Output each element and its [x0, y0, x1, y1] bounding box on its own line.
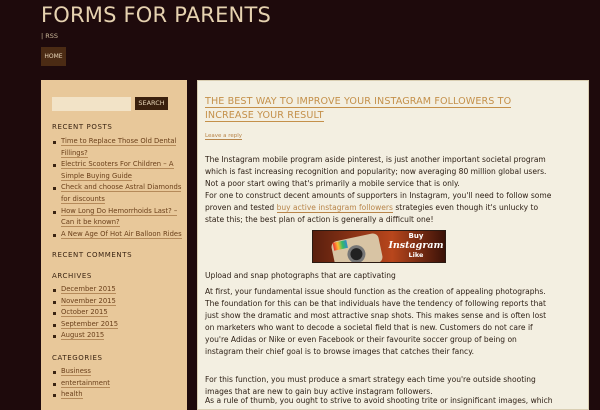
banner-like-text: Like	[408, 251, 424, 259]
paragraph: As a rule of thumb, you ought to strive to avoid shooting trite or insignificant images, which	[205, 396, 553, 405]
paragraph: The Instagram mobile program aside pinterest, is just another important societal program which is fast increasing recognition and popularity; now averaging 80 million global users. Not a poor start owing that's primarily a mobile service that is only.	[205, 155, 547, 188]
list-item[interactable]: September 2015	[52, 319, 182, 331]
buy-followers-link[interactable]: buy active instagram followers	[276, 203, 393, 212]
post-content	[197, 80, 589, 410]
list-item[interactable]: August 2015	[52, 330, 182, 342]
recent-posts-heading: RECENT POSTS	[52, 123, 113, 131]
site-title[interactable]: FORMS FOR PARENTS	[41, 3, 272, 27]
post-title[interactable]: THE BEST WAY TO IMPROVE YOUR INSTAGRAM FOLLOWERS TO INCREASE YOUR RESULT	[205, 96, 512, 121]
recent-comments-heading: RECENT COMMENTS	[52, 251, 133, 259]
search-button[interactable]: SEARCH	[135, 97, 168, 110]
list-item[interactable]: November 2015	[52, 296, 182, 308]
archives-list	[52, 284, 182, 342]
sidebar	[41, 80, 187, 410]
archives-heading: ARCHIVES	[52, 272, 92, 280]
nav-home[interactable]: HOME	[41, 47, 66, 66]
list-item[interactable]: A New Age Of Hot Air Balloon Rides	[52, 229, 182, 241]
list-item[interactable]: How Long Do Hemorrhoids Last? – Can it be known?	[52, 206, 182, 229]
list-item[interactable]: Check and choose Astral Diamonds for discounts	[52, 182, 182, 205]
paragraph: For this function, you must produce a smart strategy each time you're outside shooting images that are new to gain buy active instagram followers.	[205, 375, 536, 396]
banner-instagram-text: Instagram	[388, 240, 444, 251]
buy-instagram-like-banner[interactable]	[312, 230, 446, 263]
categories-heading: CATEGORIES	[52, 354, 103, 362]
instagram-camera-icon	[330, 232, 383, 263]
list-item[interactable]: Business	[52, 366, 182, 378]
paragraph: Upload and snap photographs that are captivating	[205, 271, 396, 280]
list-item[interactable]: entertainment	[52, 378, 182, 390]
leave-reply-link[interactable]: Leave a reply	[205, 133, 243, 139]
rss-link[interactable]: | RSS	[41, 32, 59, 40]
search-input[interactable]	[52, 97, 131, 111]
list-item[interactable]: October 2015	[52, 307, 182, 319]
categories-list	[52, 366, 182, 401]
paragraph: For one to construct decent amounts of supporters in Instagram, you'll need to follow some proven and tested buy active instagram followers strategies even though it's unlucky to state this; the best plan of action is generally a difficult one!	[205, 191, 552, 224]
list-item[interactable]: Time to Replace Those Old Dental Fillings?	[52, 136, 182, 159]
recent-posts-list	[52, 136, 182, 240]
list-item[interactable]: December 2015	[52, 284, 182, 296]
list-item[interactable]: health	[52, 389, 182, 401]
list-item[interactable]: Electric Scooters For Children – A Simple Buying Guide	[52, 159, 182, 182]
banner-buy-text: Buy	[408, 232, 424, 240]
paragraph: At first, your fundamental issue should function as the creation of appealing photographs. The foundation for this can be that individuals have the tendency of following reports that just show the dramatic and most attractive snap shots. This makes sense and is often lost on marketers who want to decode a societal field that is new. Customers do not care if you're Adidas or Nike or even Facebook or their favourite soccer group of being on instagram their chief goal is to browse images that catches their fancy.	[205, 287, 547, 356]
